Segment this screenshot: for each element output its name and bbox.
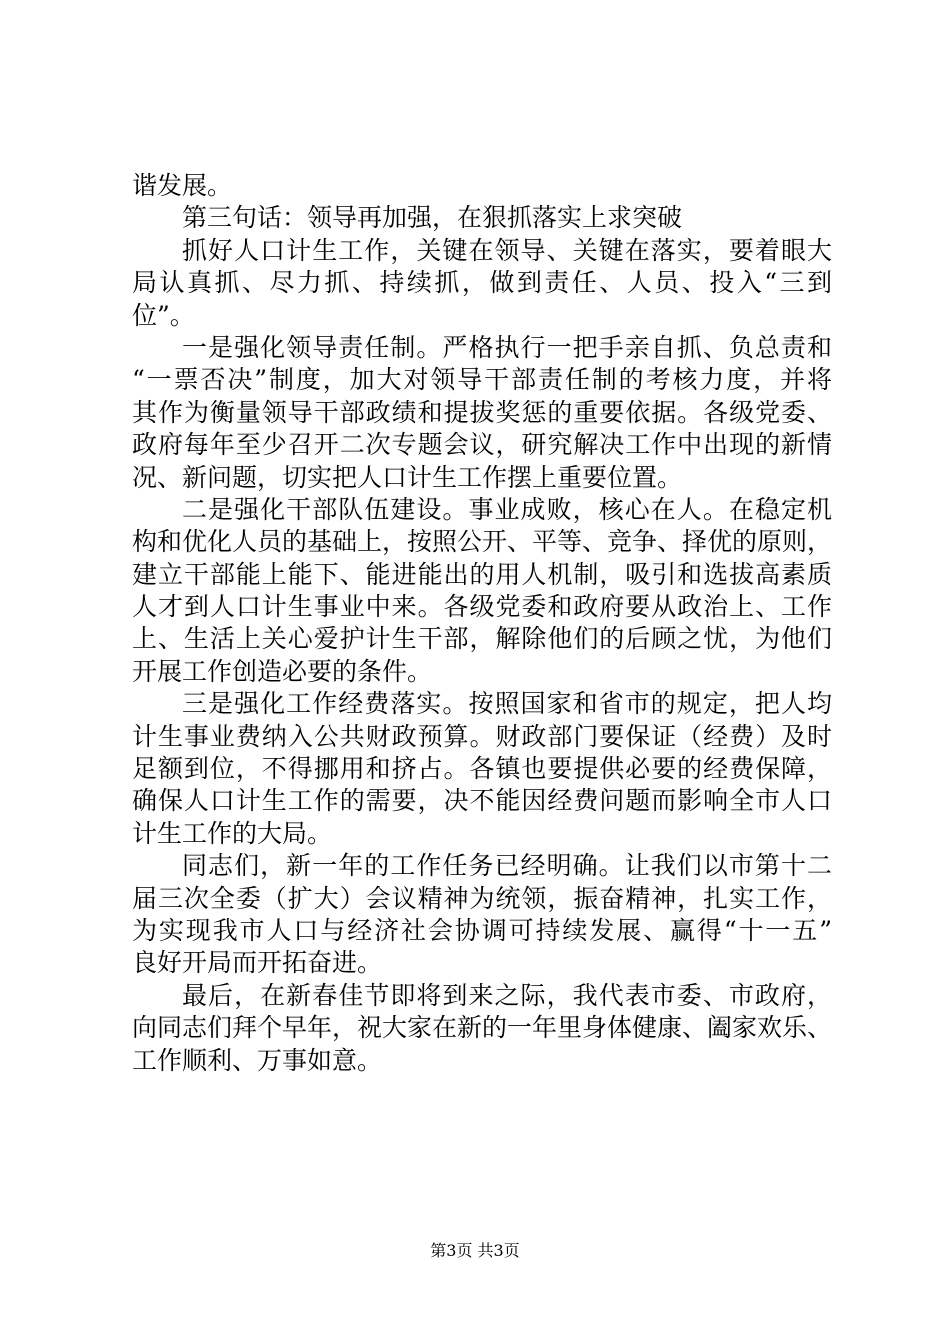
text-line: 为实现我市人口与经济社会协调可持续发展、赢得“十一五” [132, 915, 832, 945]
text-line: 局认真抓、尽力抓、持续抓，做到责任、人员、投入“三到 [132, 268, 832, 298]
text-line: 况、新问题，切实把人口计生工作摆上重要位置。 [132, 462, 683, 492]
text-line: 谐发展。 [132, 171, 233, 200]
text-line: 三是强化工作经费落实。按照国家和省市的规定，把人均 [182, 689, 832, 719]
text-line: 一是强化领导责任制。严格执行一把手亲自抓、负总责和 [182, 332, 832, 362]
text-line: 抓好人口计生工作，关键在领导、关键在落实，要着眼大 [182, 235, 832, 265]
text-line: 足额到位，不得挪用和挤占。各镇也要提供必要的经费保障， [132, 754, 832, 784]
text-line: 构和优化人员的基础上，按照公开、平等、竞争、择优的原则， [132, 527, 833, 557]
text-line: 上、生活上关心爱护计生干部，解除他们的后顾之忧，为他们 [132, 624, 832, 654]
text-line: 政府每年至少召开二次专题会议，研究解决工作中出现的新情 [132, 430, 832, 460]
text-line: 同志们，新一年的工作任务已经明确。让我们以市第十二 [182, 851, 832, 881]
section-heading: 第三句话：领导再加强，在狠抓落实上求突破 [182, 203, 683, 233]
page-number-footer: 第3页 共3页 [430, 1241, 520, 1260]
text-line: 建立干部能上能下、能进能出的用人机制，吸引和选拔高素质 [132, 559, 832, 589]
text-line: 最后，在新春佳节即将到来之际，我代表市委、市政府， [182, 980, 832, 1010]
text-line: 计生工作的大局。 [132, 818, 333, 848]
text-line: 计生事业费纳入公共财政预算。财政部门要保证（经费）及时 [132, 721, 832, 751]
text-line: 良好开局而开拓奋进。 [132, 948, 383, 978]
text-line: 二是强化干部队伍建设。事业成败，核心在人。在稳定机 [182, 494, 832, 524]
text-line: 开展工作创造必要的条件。 [132, 656, 433, 686]
text-line: 届三次全委（扩大）会议精神为统领，振奋精神，扎实工作， [132, 883, 832, 913]
document-body [132, 170, 832, 1077]
text-line: 其作为衡量领导干部政绩和提拔奖惩的重要依据。各级党委、 [132, 397, 832, 427]
text-line: “一票否决”制度，加大对领导干部责任制的考核力度，并将 [132, 365, 832, 395]
text-line: 向同志们拜个早年，祝大家在新的一年里身体健康、阖家欢乐、 [132, 1013, 833, 1043]
text-line: 确保人口计生工作的需要，决不能因经费问题而影响全市人口 [132, 786, 832, 816]
text-line: 位”。 [132, 300, 195, 330]
text-line: 人才到人口计生事业中来。各级党委和政府要从政治上、工作 [132, 592, 832, 622]
text-line: 工作顺利、万事如意。 [132, 1045, 383, 1075]
